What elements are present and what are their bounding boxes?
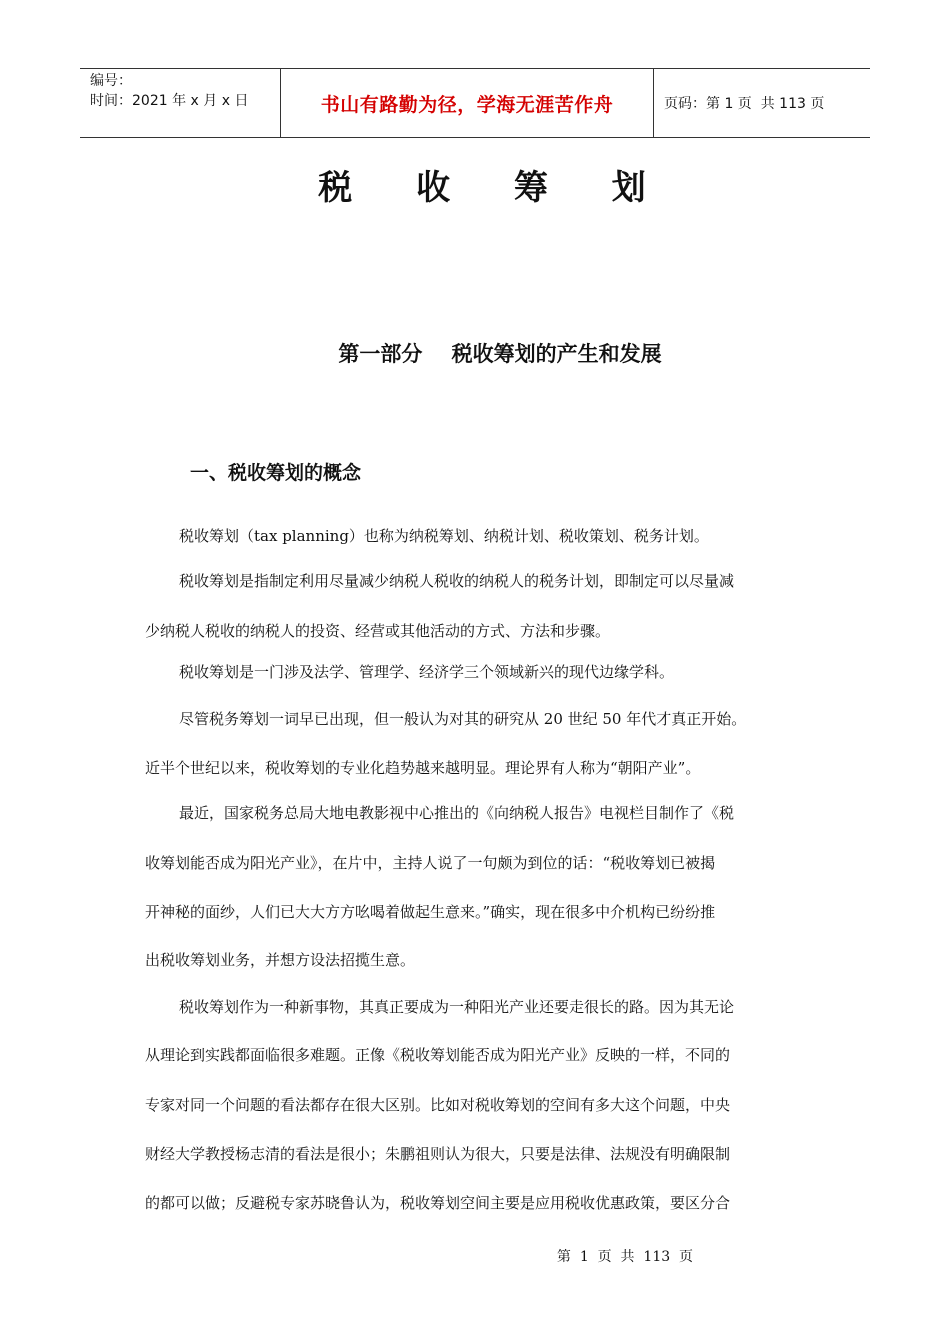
paragraph-line: 税收筹划是一门涉及法学、管理学、经济学三个领域新兴的现代边缘学科。: [179, 663, 675, 681]
paragraph-line: 专家对同一个问题的看法都存在很大区别。比如对税收筹划的空间有多大这个问题，中央: [145, 1096, 731, 1114]
header-meta: [80, 69, 280, 137]
paragraph-line: 最近，国家税务总局大地电教影视中心推出的《向纳税人报告》电视栏目制作了《税: [179, 804, 735, 822]
paragraph-line: 尽管税务筹划一词早已出现，但一般认为对其的研究从 20 世纪 50 年代才真正开始。: [179, 710, 747, 728]
paragraph-line: 少纳税人税收的纳税人的投资、经营或其他活动的方式、方法和步骤。: [145, 622, 611, 640]
paragraph-line: 的都可以做；反避税专家苏晓鲁认为，税收筹划空间主要是应用税收优惠政策，要区分合: [145, 1194, 731, 1212]
header-time-label: 时间：2021 年 x 月 x 日: [90, 93, 249, 109]
part-title: 第一部分 税收筹划的产生和发展: [338, 342, 662, 366]
paragraph-line: 税收筹划作为一种新事物，其真正要成为一种阳光产业还要走很长的路。因为其无论: [179, 998, 735, 1016]
paragraph-line: 收筹划能否成为阳光产业》，在片中，主持人说了一句颇为到位的话：“税收筹划已被揭: [145, 854, 716, 872]
document-header: [80, 68, 870, 138]
paragraph-line: 开神秘的面纱，人们已大大方方吆喝着做起生意来。”确实，现在很多中介机构已纷纷推: [145, 903, 716, 921]
paragraph-line: 财经大学教授杨志清的看法是很小；朱鹏祖则认为很大，只要是法律、法规没有明确限制: [145, 1145, 731, 1163]
page-footer: 第 1 页 共 113 页: [556, 1249, 694, 1265]
section-title: 一、税收筹划的概念: [190, 462, 362, 484]
header-motto: 书山有路勤为径，学海无涯苦作舟: [280, 69, 654, 137]
paragraph-line: 税收筹划是指制定利用尽量减少纳税人税收的纳税人的税务计划，即制定可以尽量减: [179, 572, 735, 590]
paragraph-line: 税收筹划（tax planning）也称为纳税筹划、纳税计划、税收策划、税务计划。: [179, 527, 709, 545]
document-title: 税 收 筹 划: [318, 168, 672, 208]
paragraph-line: 近半个世纪以来，税收筹划的专业化趋势越来越明显。理论界有人称为“朝阳产业”。: [145, 759, 701, 777]
paragraph-line: 出税收筹划业务，并想方设法招揽生意。: [145, 951, 416, 969]
header-page-info: 页码：第 1 页 共 113 页: [664, 96, 825, 112]
header-number-label: 编号：: [90, 73, 132, 89]
header-page-info-cell: [654, 69, 870, 137]
paragraph-line: 从理论到实践都面临很多难题。正像《税收筹划能否成为阳光产业》反映的一样，不同的: [145, 1046, 731, 1064]
